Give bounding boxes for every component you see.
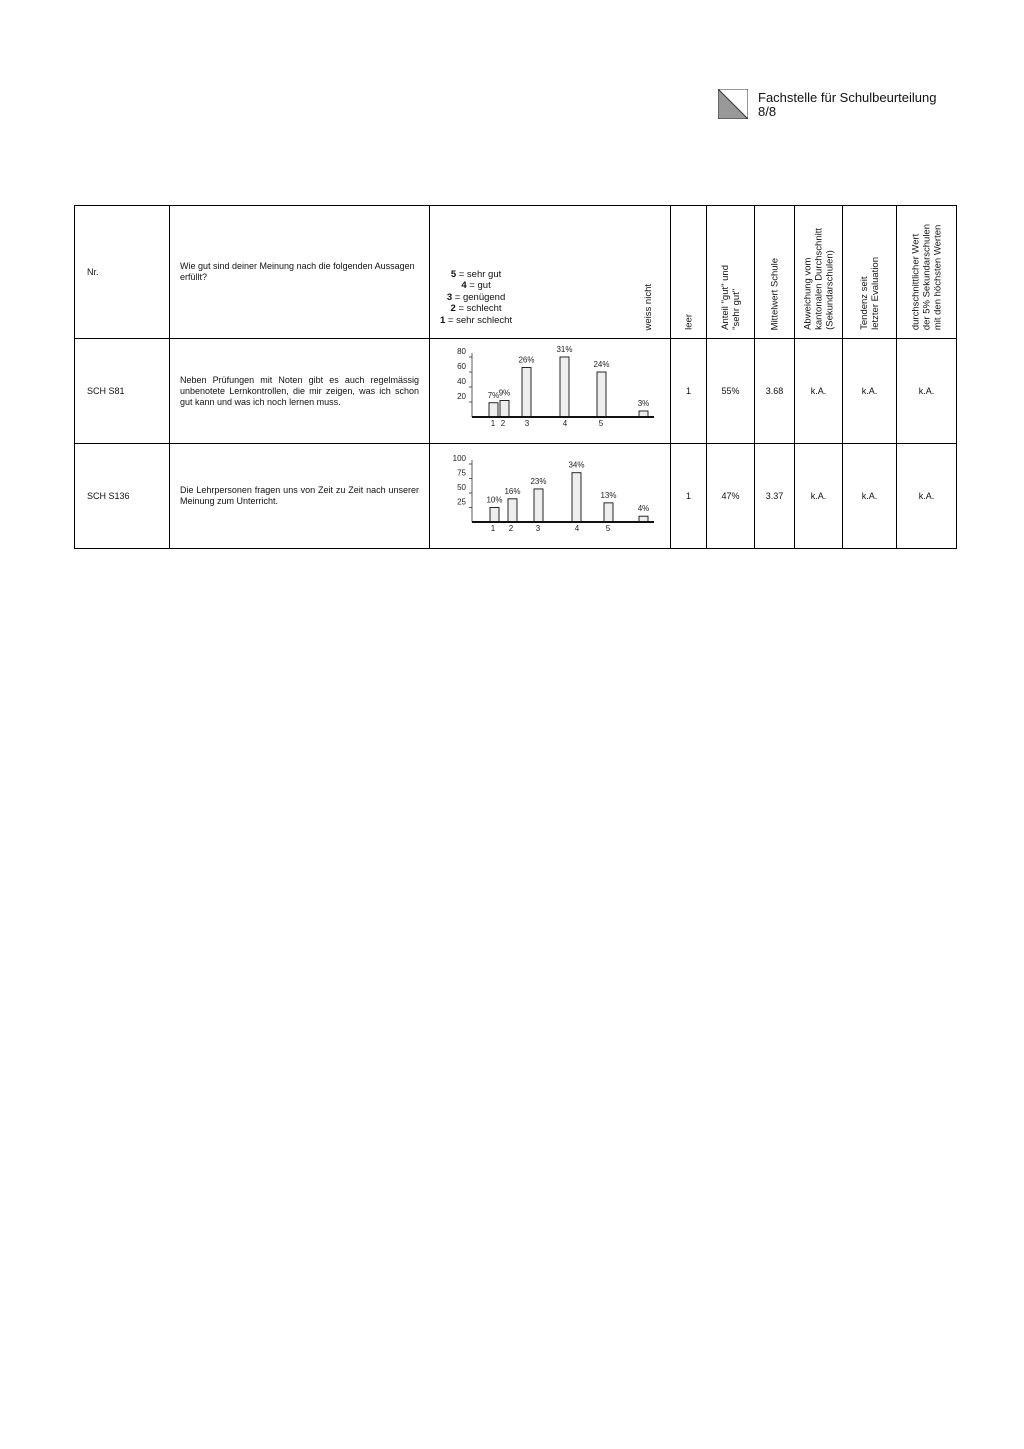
bar	[490, 508, 499, 523]
category-label: 2	[500, 419, 506, 428]
category-label: 4	[562, 419, 568, 428]
scale-5: 5 = sehr gut	[450, 268, 502, 280]
data-label: 34%	[568, 460, 585, 470]
table-row	[75, 444, 957, 549]
category-label: 3	[535, 524, 541, 533]
data-label: 26%	[518, 355, 535, 365]
data-label: 4%	[637, 504, 650, 514]
data-label: 23%	[530, 476, 547, 486]
category-label: 1	[490, 419, 496, 428]
row-chart-cell	[430, 444, 671, 549]
data-label: 24%	[593, 360, 610, 369]
bar	[604, 503, 613, 522]
durchschnitt-header: durchschnittlicher Wert der 5% Sekundarschulen mit den höchsten Werten	[897, 206, 957, 339]
bar	[508, 499, 517, 522]
bar	[597, 372, 606, 417]
data-label: 16%	[504, 486, 521, 496]
row-anteil: 55%	[707, 339, 755, 444]
y-tick-label: 100	[452, 454, 466, 463]
category-label: 3	[524, 419, 530, 428]
category-label: 4	[574, 524, 580, 533]
row-nr: SCH S81	[75, 339, 170, 444]
leer-header: leer	[671, 206, 707, 339]
y-tick-label: 40	[457, 377, 466, 386]
row-durchschnitt: k.A.	[897, 444, 957, 549]
y-tick-label: 80	[457, 347, 466, 356]
scale-legend	[440, 269, 512, 327]
mittelwert-header: Mittelwert Schule	[755, 206, 795, 339]
data-label: 13%	[600, 490, 617, 500]
bar-chart	[430, 339, 671, 444]
survey-table	[74, 205, 957, 549]
row-tendenz: k.A.	[843, 444, 897, 549]
row-abweichung: k.A.	[795, 444, 843, 549]
question-header: Wie gut sind deiner Meinung nach die folgenden Aussagen erfüllt?	[170, 206, 430, 339]
anteil-header: Anteil "gut" und "sehr gut"	[707, 206, 755, 339]
row-nr: SCH S136	[75, 444, 170, 549]
data-label: 31%	[556, 345, 573, 354]
table-row	[75, 339, 957, 444]
tendenz-header: Tendenz seit letzter Evaluation	[843, 206, 897, 339]
row-tendenz: k.A.	[843, 339, 897, 444]
scale-1: 1 = sehr schlecht	[440, 314, 513, 326]
row-leer: 1	[671, 339, 707, 444]
page-number: 8/8	[758, 104, 777, 119]
y-tick-label: 20	[457, 392, 466, 401]
category-label: 1	[490, 524, 496, 533]
scale-header	[430, 206, 671, 339]
data-label: 3%	[637, 399, 650, 408]
y-tick-label: 25	[457, 497, 466, 507]
table-header-row	[75, 206, 957, 339]
row-question: Die Lehrpersonen fragen uns von Zeit zu Zeit nach unserer Meinung zum Unterricht.	[170, 444, 430, 549]
data-label: 10%	[486, 495, 503, 505]
bar-chart	[430, 444, 671, 549]
bar	[489, 403, 498, 417]
organization-name: Fachstelle für Schulbeurteilung	[758, 90, 937, 105]
y-tick-label: 75	[457, 468, 466, 478]
data-label: 7%	[487, 390, 500, 400]
row-anteil: 47%	[707, 444, 755, 549]
row-mittelwert: 3.68	[755, 339, 795, 444]
bar	[560, 357, 569, 417]
scale-4: 4 = gut	[461, 280, 491, 291]
row-durchschnitt: k.A.	[897, 339, 957, 444]
y-tick-label: 60	[457, 362, 466, 371]
row-abweichung: k.A.	[795, 339, 843, 444]
scale-3: 3 = genügend	[446, 291, 506, 303]
category-label: 5	[605, 524, 611, 533]
row-question: Neben Prüfungen mit Noten gibt es auch regelmässig unbenotete Lernkontrollen, die mir zeigen, was ich schon gut kann und was ich noch lernen muss.	[170, 339, 430, 444]
bar	[522, 368, 531, 418]
bar	[500, 401, 509, 418]
row-chart-cell	[430, 339, 671, 444]
weiss-nicht-header: weiss nicht	[643, 283, 654, 330]
row-mittelwert: 3.37	[755, 444, 795, 549]
category-label: 2	[508, 524, 514, 533]
scale-2: 2 = schlecht	[450, 303, 502, 314]
document-header	[718, 89, 978, 121]
y-tick-label: 50	[457, 483, 466, 492]
bar	[572, 473, 581, 522]
data-label: 9%	[498, 388, 511, 398]
canton-logo-icon	[718, 89, 748, 119]
abweichung-header: Abweichung vom kantonalen Durchschnitt (Sekundarschulen)	[795, 206, 843, 339]
bar	[534, 489, 543, 522]
nr-header: Nr.	[75, 206, 170, 339]
row-leer: 1	[671, 444, 707, 549]
category-label: 5	[598, 419, 604, 428]
